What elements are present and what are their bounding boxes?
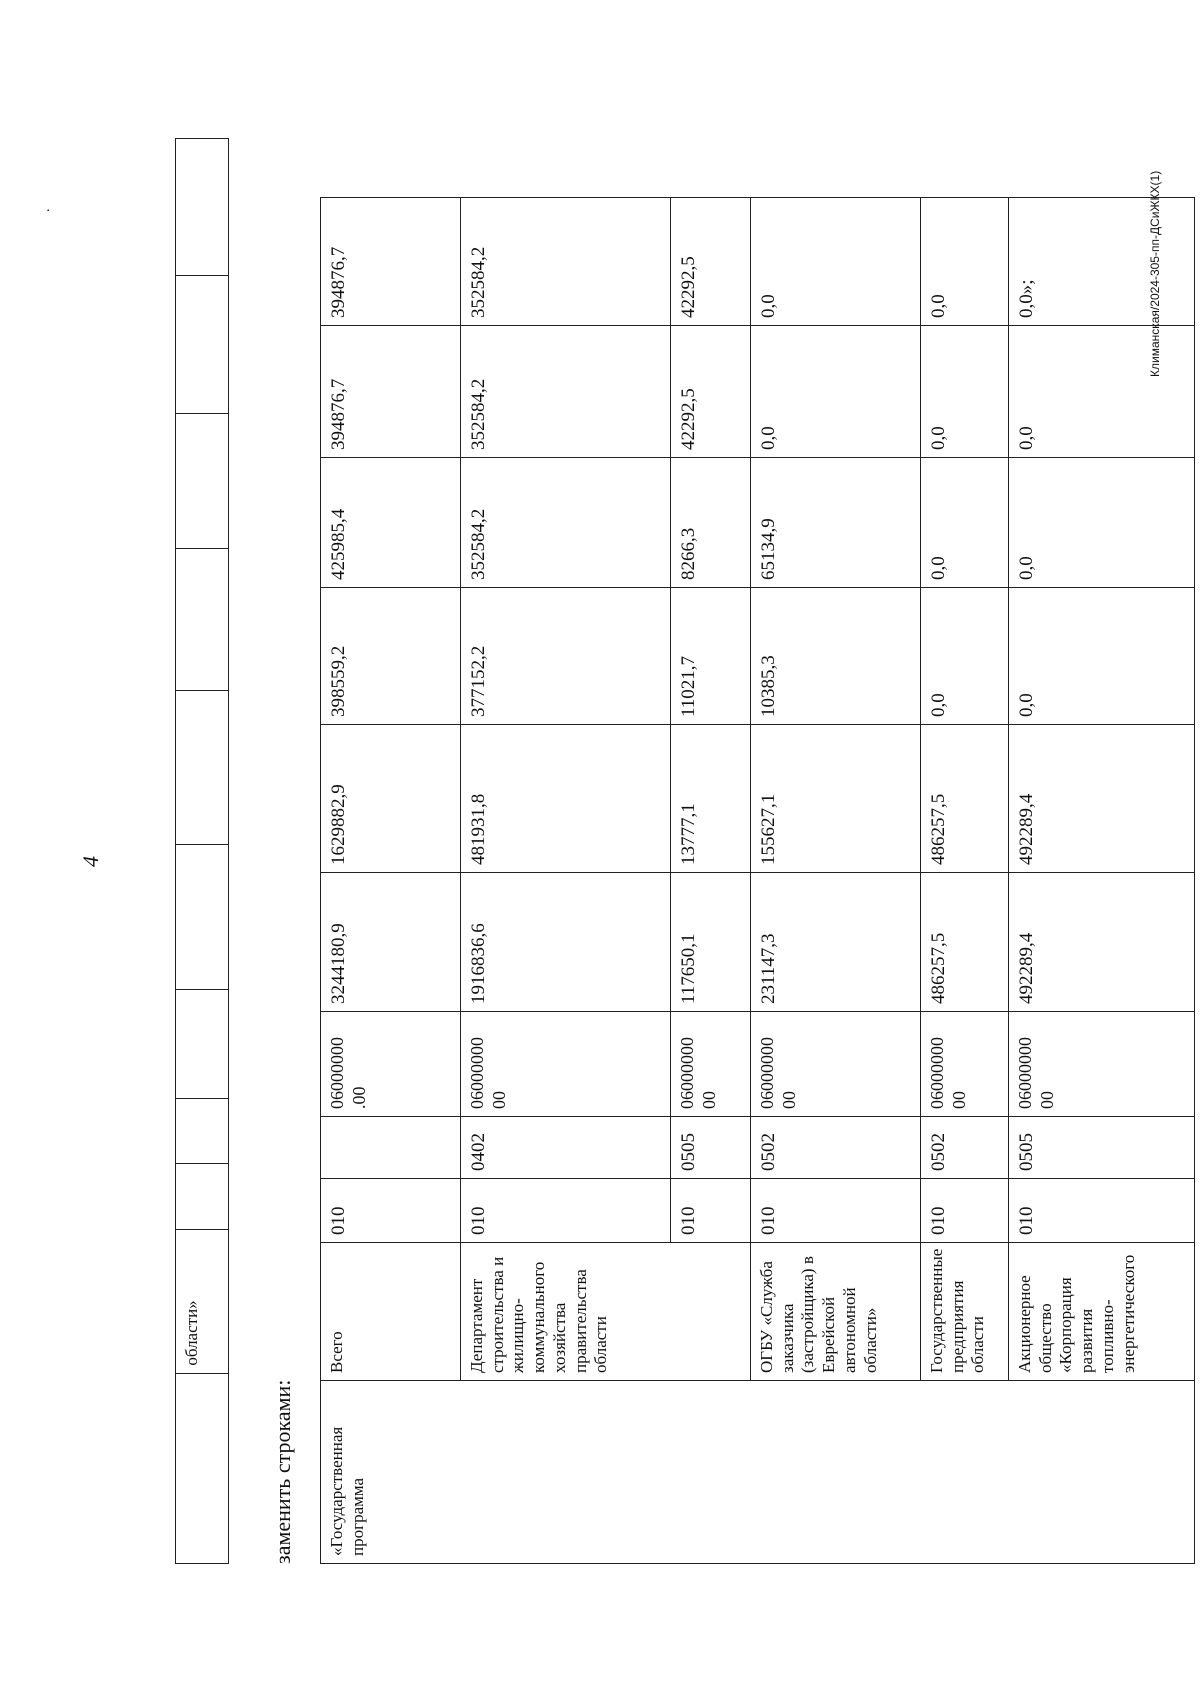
rzpr-cell: 0402 bbox=[461, 1117, 671, 1179]
year-2-amount-cell: 10385,3 bbox=[751, 588, 921, 725]
year-4-amount-cell: 0,0 bbox=[1009, 326, 1195, 458]
year-1-amount-cell: 486257,5 bbox=[921, 725, 1009, 873]
grbs-cell: 010 bbox=[321, 1179, 461, 1243]
year-2-amount-cell: 0,0 bbox=[921, 588, 1009, 725]
year-3-amount-cell: 0,0 bbox=[1009, 458, 1195, 588]
previous-table-row bbox=[176, 139, 229, 1564]
year-4-amount-cell: 352584,2 bbox=[461, 326, 671, 458]
executor-name-cell: Департамент строительства и жилищно-коммунального хозяйства правительства области bbox=[461, 1243, 751, 1381]
year-3-amount-cell: 352584,2 bbox=[461, 458, 671, 588]
total-amount-cell: 486257,5 bbox=[921, 873, 1009, 1012]
executor-name-cell: Всего bbox=[321, 1243, 461, 1381]
previous-table-fragment bbox=[175, 138, 229, 1564]
stray-mark: . bbox=[38, 208, 53, 212]
replace-label: заменить строками: bbox=[270, 1379, 295, 1564]
year-4-amount-cell: 394876,7 bbox=[321, 326, 461, 458]
rzpr-cell bbox=[321, 1117, 461, 1179]
year-5-amount-cell: 0,0 bbox=[921, 198, 1009, 326]
page-number: 4 bbox=[78, 856, 103, 867]
grbs-cell: 010 bbox=[751, 1179, 921, 1243]
year-2-amount-cell: 398559,2 bbox=[321, 588, 461, 725]
table-row bbox=[461, 33, 671, 1564]
previous-org-cell: области» bbox=[176, 1230, 229, 1374]
year-1-amount-cell: 481931,8 bbox=[461, 725, 671, 873]
total-amount-cell: 3244180,9 bbox=[321, 873, 461, 1012]
table-row bbox=[321, 33, 461, 1564]
footer-document-code: Климанская/2024-305-пп-ДСиЖКХ(1) bbox=[1148, 170, 1162, 377]
year-5-amount-cell: 42292,5 bbox=[671, 198, 751, 326]
csr-cell: 06000000 .00 bbox=[321, 1012, 461, 1117]
grbs-cell: 010 bbox=[461, 1179, 671, 1243]
year-3-amount-cell: 8266,3 bbox=[671, 458, 751, 588]
year-4-amount-cell: 0,0 bbox=[921, 326, 1009, 458]
total-amount-cell: 231147,3 bbox=[751, 873, 921, 1012]
csr-cell: 06000000 00 bbox=[1009, 1012, 1195, 1117]
year-2-amount-cell: 377152,2 bbox=[461, 588, 671, 725]
total-amount-cell: 492289,4 bbox=[1009, 873, 1195, 1012]
rzpr-cell: 0502 bbox=[751, 1117, 921, 1179]
year-4-amount-cell: 0,0 bbox=[751, 326, 921, 458]
previous-empty-cell bbox=[176, 1373, 229, 1563]
csr-cell: 06000000 00 bbox=[461, 1012, 671, 1117]
year-2-amount-cell: 0,0 bbox=[1009, 588, 1195, 725]
year-3-amount-cell: 65134,9 bbox=[751, 458, 921, 588]
grbs-cell: 010 bbox=[671, 1179, 751, 1243]
year-1-amount-cell: 13777,1 bbox=[671, 725, 751, 873]
previous-empty-cell bbox=[176, 139, 229, 276]
grbs-cell: 010 bbox=[1009, 1179, 1195, 1243]
previous-empty-cell bbox=[176, 845, 229, 990]
year-1-amount-cell: 1629882,9 bbox=[321, 725, 461, 873]
year-1-amount-cell: 492289,4 bbox=[1009, 725, 1195, 873]
year-1-amount-cell: 155627,1 bbox=[751, 725, 921, 873]
total-amount-cell: 1916836,6 bbox=[461, 873, 671, 1012]
budget-table bbox=[320, 32, 1195, 1564]
previous-empty-cell bbox=[176, 989, 229, 1098]
rzpr-cell: 0505 bbox=[1009, 1117, 1195, 1179]
year-2-amount-cell: 11021,7 bbox=[671, 588, 751, 725]
previous-empty-cell bbox=[176, 276, 229, 413]
year-5-amount-cell: 394876,7 bbox=[321, 198, 461, 326]
executor-name-cell: Акционерное общество «Корпорация развития топливно-энергетического bbox=[1009, 1243, 1195, 1381]
previous-empty-cell bbox=[176, 691, 229, 845]
year-5-amount-cell: 0,0»; bbox=[1009, 198, 1195, 326]
table-row bbox=[1009, 33, 1195, 1564]
year-5-amount-cell: 0,0 bbox=[751, 198, 921, 326]
table-row bbox=[751, 33, 921, 1564]
previous-empty-cell bbox=[176, 548, 229, 691]
csr-cell: 06000000 00 bbox=[751, 1012, 921, 1117]
rzpr-cell: 0505 bbox=[671, 1117, 751, 1179]
year-3-amount-cell: 425985,4 bbox=[321, 458, 461, 588]
csr-cell: 06000000 00 bbox=[921, 1012, 1009, 1117]
total-amount-cell: 117650,1 bbox=[671, 873, 751, 1012]
program-name-cell: «Государственная программа bbox=[321, 1381, 1195, 1564]
previous-empty-cell bbox=[176, 1163, 229, 1230]
table-row bbox=[921, 33, 1009, 1564]
year-5-amount-cell: 352584,2 bbox=[461, 198, 671, 326]
year-3-amount-cell: 0,0 bbox=[921, 458, 1009, 588]
year-4-amount-cell: 42292,5 bbox=[671, 326, 751, 458]
rzpr-cell: 0502 bbox=[921, 1117, 1009, 1179]
grbs-cell: 010 bbox=[921, 1179, 1009, 1243]
previous-empty-cell bbox=[176, 413, 229, 548]
previous-empty-cell bbox=[176, 1099, 229, 1163]
csr-cell: 06000000 00 bbox=[671, 1012, 751, 1117]
executor-name-cell: Государственные предприятия области bbox=[921, 1243, 1009, 1381]
executor-name-cell: ОГБУ «Служба заказчика (застройщика) в Еврейской автономной области» bbox=[751, 1243, 921, 1381]
